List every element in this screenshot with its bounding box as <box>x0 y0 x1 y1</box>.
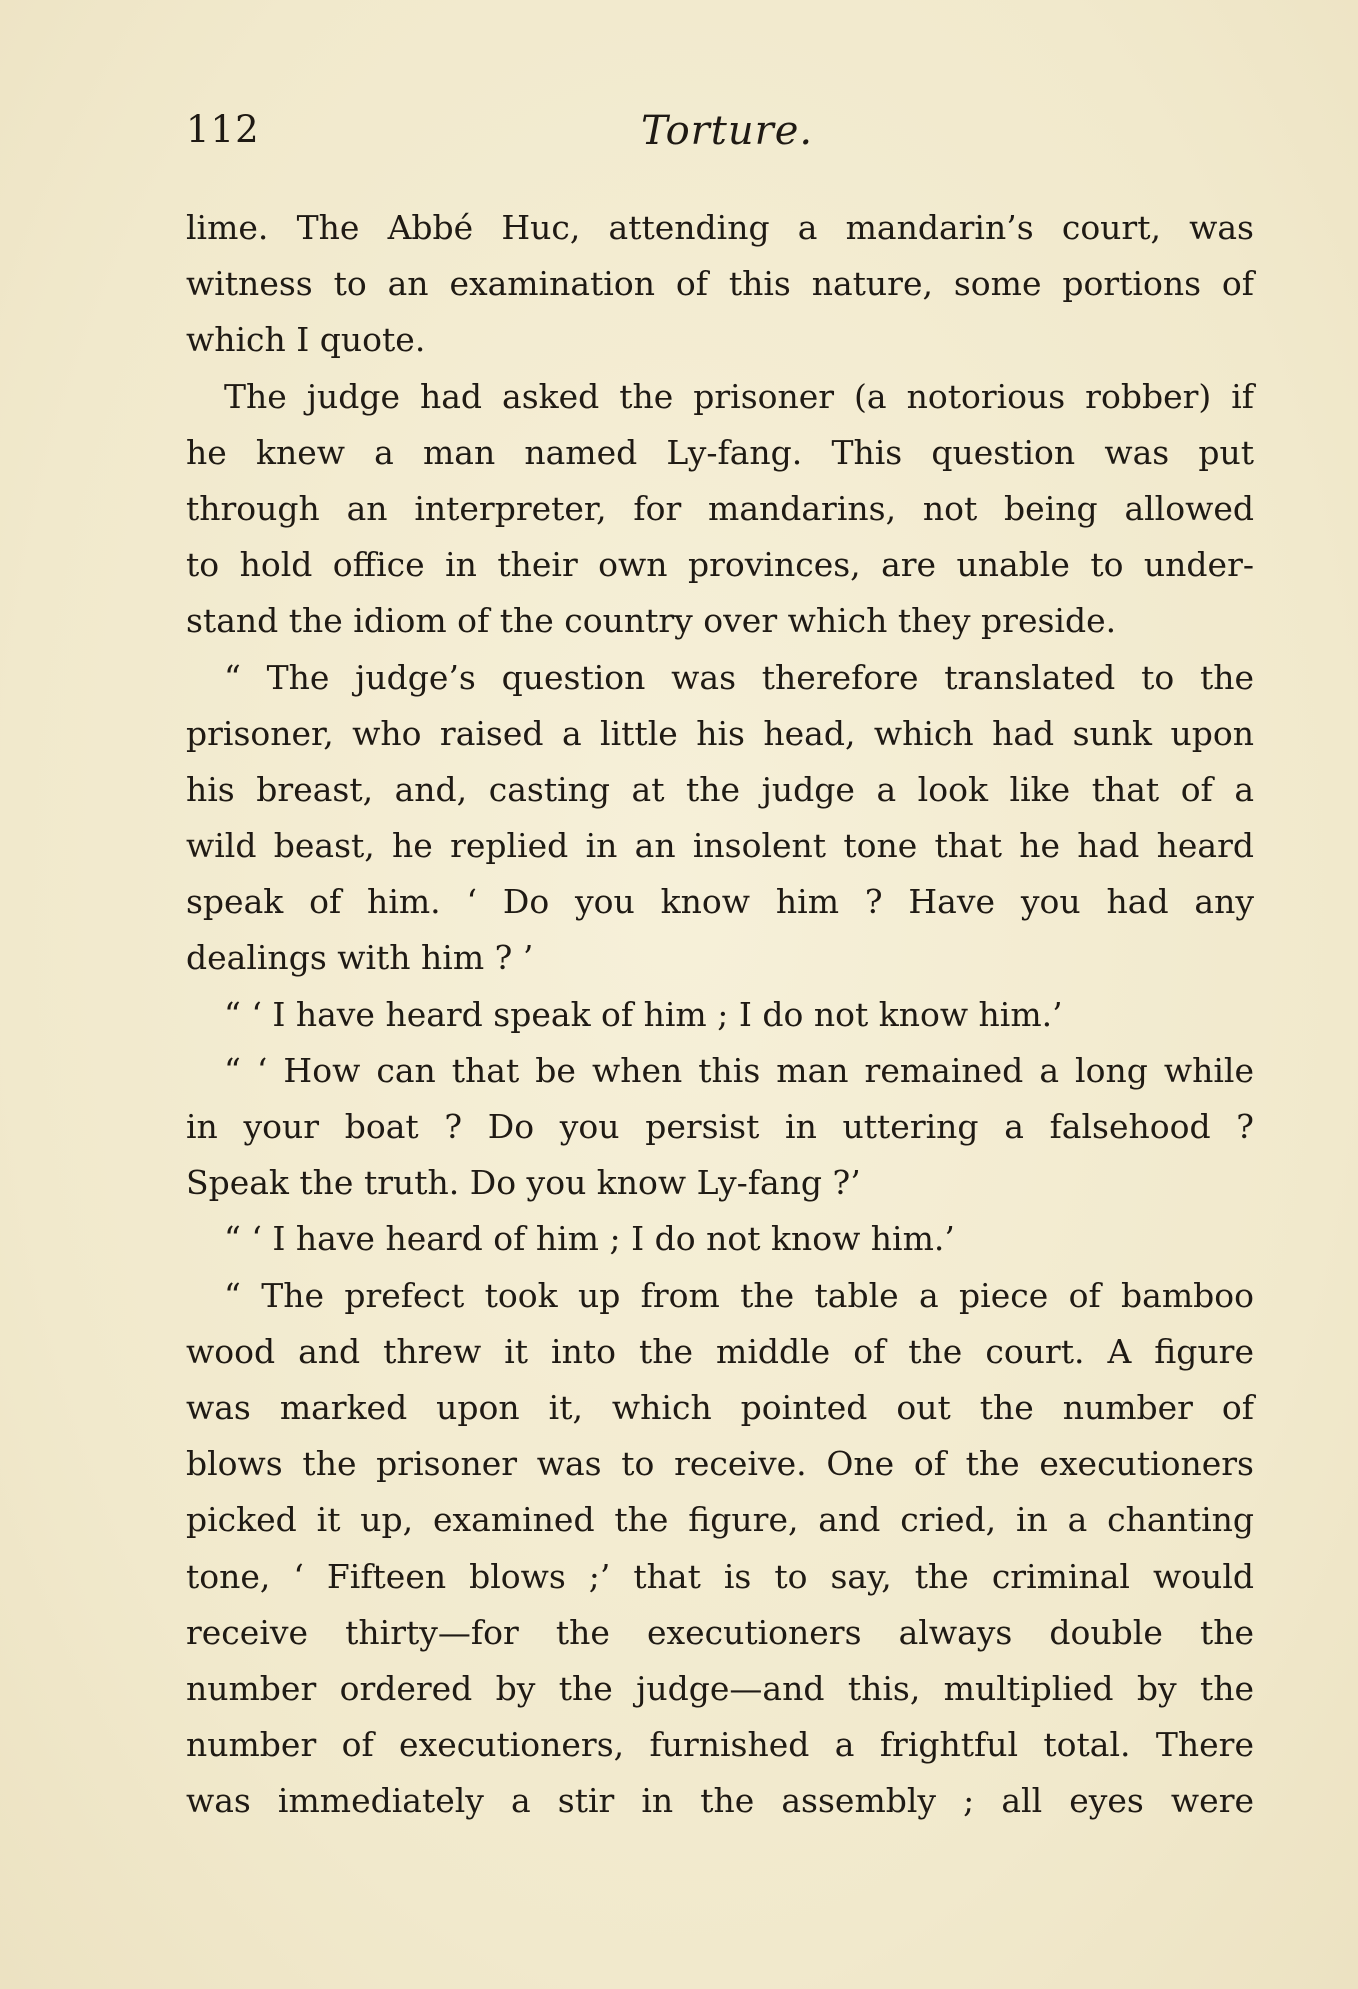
text-line: his breast, and, casting at the judge a look like that of a <box>186 769 1254 809</box>
text-line: wild beast, he replied in an insolent tone that he had heard <box>186 826 1254 866</box>
text-line: Speak the truth. Do you know Ly-fang ?’ <box>186 1163 861 1203</box>
text-line: in your boat ? Do you persist in uttering a falsehood ? <box>186 1107 1254 1146</box>
text-line: number ordered by the judge—and this, multiplied by the <box>186 1668 1254 1708</box>
text-line: speak of him. ‘ Do you know him ? Have you had any <box>186 882 1254 922</box>
text-line: was marked upon it, which pointed out the number of <box>186 1387 1254 1427</box>
text-line: stand the idiom of the country over which they preside. <box>186 601 1117 641</box>
text-line: through an interpreter, for mandarins, not being allowed <box>186 488 1254 528</box>
text-line: he knew a man named Ly-fang. This question was put <box>186 432 1254 472</box>
text-line: “ ‘ How can that be when this man remained a long while <box>224 1050 1254 1090</box>
page-number: 112 <box>186 108 260 151</box>
page-header <box>186 108 1254 168</box>
text-line: was immediately a stir in the assembly ; all eyes were <box>186 1781 1254 1821</box>
text-line: “ The judge’s question was therefore translated to the <box>224 657 1254 697</box>
text-line: prisoner, who raised a little his head, which had sunk upon <box>186 713 1254 753</box>
text-line: picked it up, examined the figure, and cried, in a chanting <box>186 1500 1254 1540</box>
text-line: lime. The Abbé Huc, attending a mandarin’s court, was <box>186 208 1254 247</box>
text-line: blows the prisoner was to receive. One of the executioners <box>186 1444 1254 1484</box>
text-line: tone, ‘ Fifteen blows ;’ that is to say, the criminal would <box>186 1556 1254 1596</box>
text-line: dealings with him ? ’ <box>186 938 534 978</box>
text-line: “ The prefect took up from the table a piece of bamboo <box>224 1275 1254 1315</box>
text-line: number of executioners, furnished a frightful total. There <box>186 1725 1254 1765</box>
text-line: “ ‘ I have heard of him ; I do not know him.’ <box>224 1219 955 1259</box>
text-line: which I quote. <box>186 320 426 360</box>
text-line: witness to an examination of this nature, some portions of <box>186 264 1254 304</box>
text-line: to hold office in their own provinces, are unable to under- <box>186 545 1254 585</box>
body-text <box>186 200 1254 1829</box>
text-line: receive thirty—for the executioners always double the <box>186 1612 1254 1652</box>
text-line: “ ‘ I have heard speak of him ; I do not know him.’ <box>224 994 1063 1034</box>
text-line: wood and threw it into the middle of the court. A figure <box>186 1331 1254 1371</box>
text-line: The judge had asked the prisoner (a notorious robber) if <box>224 376 1254 416</box>
running-title: Torture. <box>641 108 814 154</box>
